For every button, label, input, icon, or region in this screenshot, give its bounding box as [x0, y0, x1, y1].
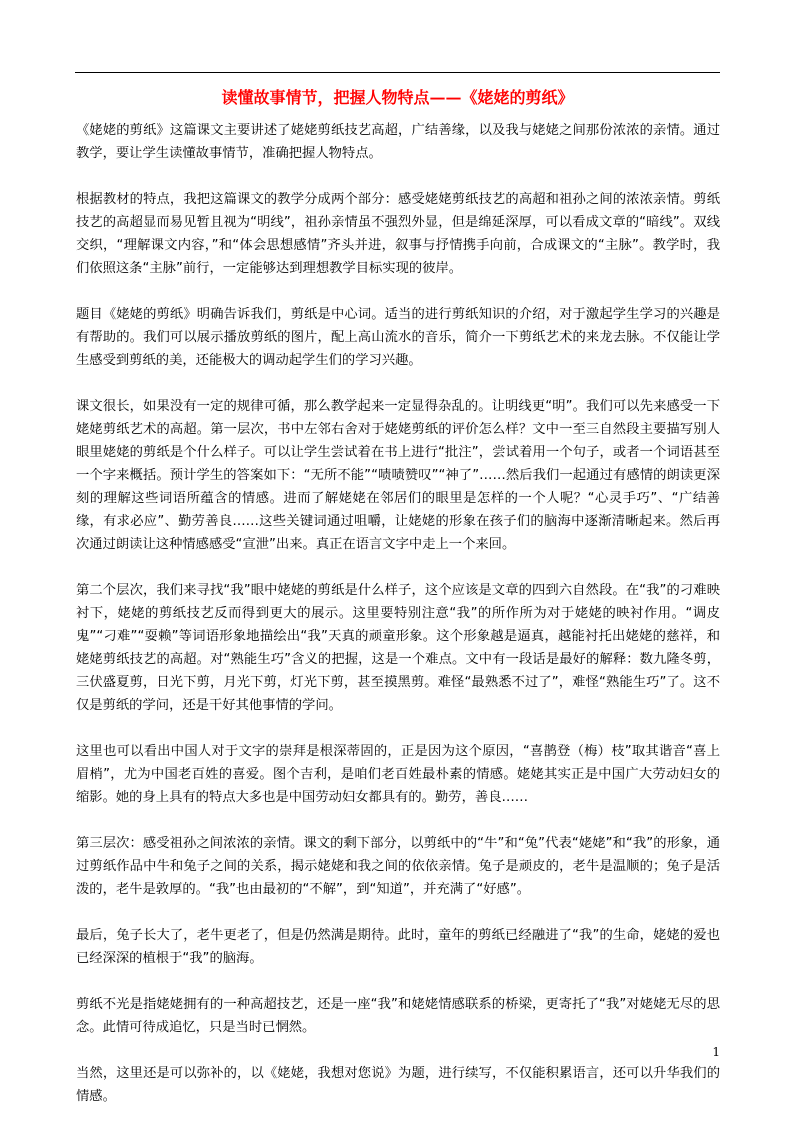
page-number: 1: [712, 1045, 720, 1059]
paragraph-3: 题目《姥姥的剪纸》明确告诉我们，剪纸是中心词。适当的进行剪纸知识的介绍，对于激起学生学习的兴趣是有帮助的。我们可以展示播放剪纸的图片，配上高山流水的音乐，简介一下剪纸艺术的来龙去脉。不仅能让学生感受到剪纸的美，还能极大的调动起学生们的学习兴趣。: [76, 307, 720, 368]
paragraph-8: 最后，兔子长大了，老牛更老了，但是仍然满是期待。此时，童年的剪纸已经融进了“我”的生命，姥姥的爱也已经深深的植根于“我”的脑海。: [76, 928, 720, 966]
header-rule: [75, 72, 720, 73]
document-title: 读懂故事情节，把握人物特点——《姥姥的剪纸》: [221, 88, 574, 107]
paragraph-10: 当然，这里还是可以弥补的，以《姥姥，我想对您说》为题，进行续写，不仅能积累语言，还可以升华我们的情感。: [76, 1066, 720, 1104]
paragraph-9: 剪纸不光是指姥姥拥有的一种高超技艺，还是一座“我”和姥姥情感联系的桥梁，更寄托了“我”对姥姥无尽的思念。此情可待成追忆，只是当时已惘然。: [76, 997, 720, 1035]
paragraph-1: 《姥姥的剪纸》这篇课文主要讲述了姥姥剪纸技艺高超，广结善缘，以及我与姥姥之间那份浓浓的亲情。通过教学，要让学生读懂故事情节，准确把握人物特点。: [76, 123, 720, 161]
paragraph-7: 第三层次：感受祖孙之间浓浓的亲情。课文的剩下部分，以剪纸中的“牛”和“兔”代表“姥姥”和“我”的形象，通过剪纸作品中牛和兔子之间的关系，揭示姥姥和我之间的依依亲情。兔子是顽皮的，老牛是温顺的；兔子是活泼的，老牛是敦厚的。“我”也由最初的“不解”，到“知道”，并充满了“好感”。: [76, 836, 720, 897]
paragraph-6: 这里也可以看出中国人对于文字的崇拜是根深蒂固的，正是因为这个原因，“喜鹊登（梅）枝”取其谐音“喜上眉梢”，尤为中国老百姓的喜爱。图个吉利，是咱们老百姓最朴素的情感。姥姥其实正是中国广大劳动妇女的缩影。她的身上具有的特点大多也是中国劳动妇女都具有的。勤劳，善良……: [76, 744, 720, 805]
document-body: [76, 119, 720, 1131]
paragraph-2: 根据教材的特点，我把这篇课文的教学分成两个部分：感受姥姥剪纸技艺的高超和祖孙之间的浓浓亲情。剪纸技艺的高超显而易见暂且视为“明线”，祖孙亲情虽不强烈外显，但是绵延深厚，可以看成文章的“暗线”。双线交织，“理解课文内容，”和“体会思想感情”齐头并进，叙事与抒情携手向前，合成课文的“主脉”。教学时，我们依照这条“主脉”前行，一定能够达到理想教学目标实现的彼岸。: [76, 192, 720, 276]
paragraph-5: 第二个层次，我们来寻找“我”眼中姥姥的剪纸是什么样子，这个应该是文章的四到六自然段。在“我”的刁难映衬下，姥姥的剪纸技艺反而得到更大的展示。这里要特别注意“我”的所作所为对于姥姥的映衬作用。“调皮鬼”“刁难”“耍赖”等词语形象地描绘出“我”天真的顽童形象。这个形象越是逼真，越能衬托出姥姥的慈祥，和姥姥剪纸技艺的高超。对“熟能生巧”含义的把握，这是一个难点。文中有一段话是最好的解释：数九隆冬剪，三伏盛夏剪，日光下剪，月光下剪，灯光下剪，甚至摸黑剪。难怪“最熟悉不过了”，难怪“熟能生巧”了。这不仅是剪纸的学问，还是干好其他事情的学问。: [76, 583, 720, 713]
paragraph-4: 课文很长，如果没有一定的规律可循，那么教学起来一定显得杂乱的。让明线更“明”。我们可以先来感受一下姥姥剪纸艺术的高超。第一层次，书中左邻右舍对于姥姥剪纸的评价怎么样？文中一至三自然段主要描写别人眼里姥姥的剪纸是个什么样子。可以让学生尝试着在书上进行“批注”，尝试着用一个句子，或者一个词语甚至一个字来概括。预计学生的答案如下：“无所不能”“啧啧赞叹”“神了”……然后我们一起通过有感情的朗读更深刻的理解这些词语所蕴含的情感。进而了解姥姥在邻居们的眼里是怎样的一个人呢？“心灵手巧”、“广结善缘，有求必应”、勤劳善良……这些关键词通过咀嚼，让姥姥的形象在孩子们的脑海中逐渐清晰起来。然后再次通过朗读让这种情感感受“宣泄”出来。真正在语言文字中走上一个来回。: [76, 399, 720, 552]
